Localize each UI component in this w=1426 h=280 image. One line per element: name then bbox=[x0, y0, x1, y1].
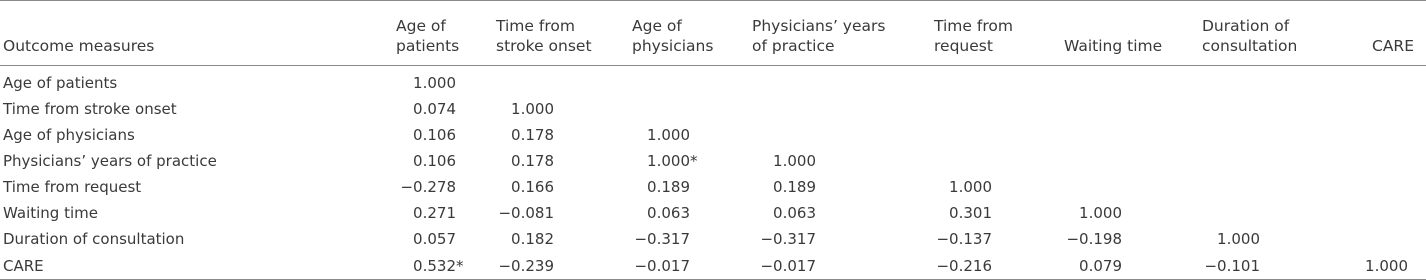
column-header-outcome-measures bbox=[0, 1, 392, 66]
table-cell bbox=[392, 226, 492, 252]
table-cell bbox=[930, 122, 1060, 148]
row-label: Time from stroke onset bbox=[3, 100, 177, 118]
cell-value: −0.216 bbox=[936, 256, 992, 275]
table-cell bbox=[1060, 122, 1198, 148]
cell-value: 1.000 bbox=[511, 100, 554, 118]
table-cell bbox=[392, 96, 492, 122]
table-cell bbox=[748, 252, 930, 280]
cell-value: 0.271 bbox=[413, 204, 456, 222]
table-cell bbox=[392, 66, 492, 97]
table-cell bbox=[628, 148, 748, 174]
table-cell bbox=[1060, 148, 1198, 174]
cell-value: −0.017 bbox=[634, 256, 690, 275]
header-label: Outcome measures bbox=[3, 37, 155, 55]
cell-value: 0.532 bbox=[413, 256, 456, 275]
row-label: Age of physicians bbox=[3, 126, 135, 144]
table-cell bbox=[1198, 226, 1346, 252]
table-cell bbox=[492, 148, 628, 174]
table-cell bbox=[1346, 122, 1426, 148]
cell-value: −0.137 bbox=[936, 230, 992, 248]
row-label: Age of patients bbox=[3, 74, 118, 92]
table-cell bbox=[492, 226, 628, 252]
cell-value: 1.000 bbox=[949, 178, 992, 196]
row-label: Time from request bbox=[3, 178, 142, 196]
table-cell bbox=[1198, 122, 1346, 148]
table-cell bbox=[930, 148, 1060, 174]
table-cell bbox=[930, 96, 1060, 122]
cell-value: −0.239 bbox=[498, 256, 554, 275]
cell-value: 0.182 bbox=[511, 230, 554, 248]
cell-value: −0.017 bbox=[760, 256, 816, 275]
table-row bbox=[0, 252, 1426, 280]
table-cell bbox=[1060, 96, 1198, 122]
cell-value: 0.063 bbox=[773, 204, 816, 222]
table-cell bbox=[930, 226, 1060, 252]
table-cell bbox=[1346, 66, 1426, 97]
column-header-care bbox=[1346, 1, 1426, 66]
table-cell bbox=[1346, 252, 1426, 280]
table-cell bbox=[628, 252, 748, 280]
column-header-age-of-physicians bbox=[628, 1, 748, 66]
table-cell bbox=[628, 174, 748, 200]
table-cell bbox=[492, 66, 628, 97]
cell-value: 0.166 bbox=[511, 178, 554, 196]
table-row bbox=[0, 148, 1426, 174]
row-label: CARE bbox=[0, 252, 392, 280]
row-label: Physicians’ years of practice bbox=[3, 152, 217, 170]
table-row bbox=[0, 174, 1426, 200]
table-cell bbox=[1198, 66, 1346, 97]
table-row bbox=[0, 96, 1426, 122]
table-cell bbox=[930, 252, 1060, 280]
table-cell bbox=[492, 96, 628, 122]
cell-value: 0.074 bbox=[413, 100, 456, 118]
significance-marker: * bbox=[690, 152, 698, 170]
cell-value: 0.189 bbox=[647, 178, 690, 196]
cell-value: 1.000 bbox=[647, 152, 690, 170]
cell-value: −0.317 bbox=[634, 230, 690, 248]
column-header-time-from-request bbox=[930, 1, 1060, 66]
table-cell bbox=[930, 66, 1060, 97]
table-cell bbox=[1060, 226, 1198, 252]
header-label: Age of physicians bbox=[632, 17, 714, 55]
cell-value: −0.081 bbox=[498, 204, 554, 222]
header-label: Waiting time bbox=[1064, 37, 1163, 55]
cell-value: 1.000 bbox=[413, 74, 456, 92]
table-cell bbox=[930, 200, 1060, 226]
table-cell bbox=[1198, 96, 1346, 122]
header-label: Time from stroke onset bbox=[496, 17, 592, 55]
header-row bbox=[0, 1, 1426, 66]
table-cell bbox=[930, 174, 1060, 200]
table-cell bbox=[1346, 226, 1426, 252]
table-cell bbox=[1198, 174, 1346, 200]
table-cell bbox=[1346, 200, 1426, 226]
header-label: Physicians’ years of practice bbox=[752, 17, 886, 55]
table-cell bbox=[1198, 252, 1346, 280]
row-label: Duration of consultation bbox=[3, 230, 185, 248]
table-header bbox=[0, 1, 1426, 66]
cell-value: −0.101 bbox=[1204, 256, 1260, 275]
table-cell bbox=[1346, 96, 1426, 122]
cell-value: −0.278 bbox=[400, 178, 456, 196]
table-cell bbox=[1060, 66, 1198, 97]
column-header-physicians-years-of-practice bbox=[748, 1, 930, 66]
table-cell bbox=[748, 148, 930, 174]
header-label: Age of patients bbox=[396, 17, 460, 55]
table-cell bbox=[628, 122, 748, 148]
table-cell bbox=[392, 174, 492, 200]
table-cell bbox=[748, 122, 930, 148]
table-body bbox=[0, 66, 1426, 280]
column-header-age-of-patients bbox=[392, 1, 492, 66]
table-cell bbox=[492, 174, 628, 200]
cell-value: 0.106 bbox=[413, 152, 456, 170]
table-cell bbox=[748, 174, 930, 200]
cell-value: −0.198 bbox=[1066, 230, 1122, 248]
table-cell bbox=[748, 226, 930, 252]
table-cell bbox=[392, 252, 492, 280]
cell-value: 0.189 bbox=[773, 178, 816, 196]
row-label: Waiting time bbox=[3, 204, 98, 222]
cell-value: 1.000 bbox=[1217, 230, 1260, 248]
table-cell bbox=[628, 226, 748, 252]
table-cell bbox=[748, 200, 930, 226]
table-cell bbox=[1060, 252, 1198, 280]
header-label: CARE bbox=[1372, 37, 1414, 55]
cell-value: 1.000 bbox=[1079, 204, 1122, 222]
table-cell bbox=[492, 122, 628, 148]
table-cell bbox=[1060, 200, 1198, 226]
table-cell bbox=[1346, 148, 1426, 174]
column-header-duration-of-consultation bbox=[1198, 1, 1346, 66]
table-cell bbox=[1346, 174, 1426, 200]
cell-value: 0.063 bbox=[647, 204, 690, 222]
table-cell bbox=[748, 66, 930, 97]
cell-value: 0.057 bbox=[413, 230, 456, 248]
table-row bbox=[0, 226, 1426, 252]
cell-value: 1.000 bbox=[1365, 256, 1408, 275]
cell-value: 0.079 bbox=[1079, 256, 1122, 275]
header-label: Duration of consultation bbox=[1202, 17, 1298, 55]
table-row bbox=[0, 200, 1426, 226]
significance-marker: * bbox=[456, 256, 464, 275]
table-cell bbox=[1198, 200, 1346, 226]
table-cell bbox=[392, 122, 492, 148]
header-label: Time from request bbox=[934, 17, 1013, 55]
column-header-time-from-stroke-onset bbox=[492, 1, 628, 66]
table-cell bbox=[748, 96, 930, 122]
table-cell bbox=[628, 200, 748, 226]
cell-value: 1.000 bbox=[647, 126, 690, 144]
table-row bbox=[0, 122, 1426, 148]
cell-value: 0.178 bbox=[511, 152, 554, 170]
table-cell bbox=[1198, 148, 1346, 174]
table-cell bbox=[1060, 174, 1198, 200]
table-cell bbox=[492, 252, 628, 280]
table-cell bbox=[392, 200, 492, 226]
table-cell bbox=[392, 148, 492, 174]
table-row bbox=[0, 66, 1426, 97]
cell-value: 0.301 bbox=[949, 204, 992, 222]
cell-value: 0.106 bbox=[413, 126, 456, 144]
column-header-waiting-time bbox=[1060, 1, 1198, 66]
table-cell bbox=[492, 200, 628, 226]
cell-value: 1.000 bbox=[773, 152, 816, 170]
table-cell bbox=[628, 96, 748, 122]
table-cell bbox=[628, 66, 748, 97]
cell-value: 0.178 bbox=[511, 126, 554, 144]
cell-value: −0.317 bbox=[760, 230, 816, 248]
